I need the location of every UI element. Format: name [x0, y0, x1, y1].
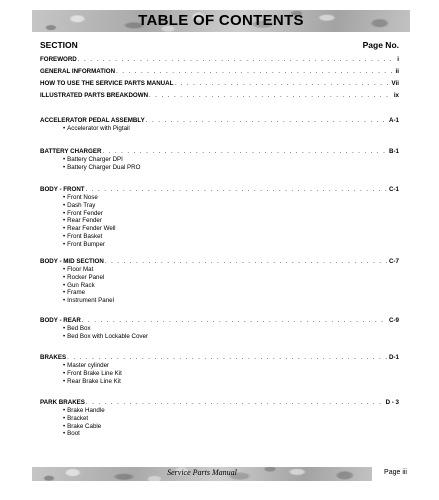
list-item: • Bed Box [63, 325, 148, 333]
toc-entry-illustrated-parts-breakdown[interactable] [40, 91, 399, 100]
list-item: • Dash Tray [63, 202, 116, 210]
entry-title: ILLUSTRATED PARTS BREAKDOWN [40, 92, 149, 99]
toc-entry-foreword[interactable] [40, 55, 399, 64]
toc-entry-accelerator-pedal-assembly[interactable] [40, 116, 399, 125]
entry-title: BODY - FRONT [40, 186, 85, 193]
list-item: • Battery Charger DPI [63, 156, 140, 164]
subitem-list [63, 362, 122, 385]
subitem-list [63, 407, 105, 438]
toc-entry-how-to-use[interactable] [40, 79, 399, 88]
list-item: • Instrument Panel [63, 297, 114, 305]
dot-leader [86, 185, 388, 194]
footer-title: Service Parts Manual [167, 468, 237, 477]
toc-entry-body-rear[interactable] [40, 316, 399, 325]
list-item: • Brake Handle [63, 407, 105, 415]
toc-entry-battery-charger[interactable] [40, 147, 399, 156]
list-item: • Battery Charger Dual PRO [63, 164, 140, 172]
list-item: • Rear Fender Well [63, 225, 116, 233]
dot-leader [149, 91, 393, 100]
list-item: • Front Bumper [63, 241, 116, 249]
toc-entry-park-brakes[interactable] [40, 398, 399, 407]
entry-page: ix [393, 92, 399, 99]
list-item: • Accelerator with Pigtail [63, 125, 130, 133]
list-item: • Frame [63, 289, 114, 297]
footer-banner [32, 467, 372, 481]
entry-title: BODY - MID SECTION [40, 258, 104, 265]
list-item: • Boot [63, 430, 105, 438]
toc-entry-body-mid-section[interactable] [40, 257, 399, 266]
header-banner [32, 10, 410, 32]
subitem-list [63, 156, 140, 172]
list-item: • Front Basket [63, 233, 116, 241]
entry-page: D - 3 [385, 399, 399, 406]
list-item: • Gun Rack [63, 282, 114, 290]
entry-page: B-1 [389, 148, 399, 155]
entry-title: ACCELERATOR PEDAL ASSEMBLY [40, 117, 145, 124]
page-number: Page iii [384, 469, 407, 476]
toc-entry-body-front[interactable] [40, 185, 399, 194]
entry-title: HOW TO USE THE SERVICE PARTS MANUAL [40, 80, 174, 87]
list-item: • Rear Brake Line Kit [63, 378, 122, 386]
list-item: • Bracket [63, 415, 105, 423]
entry-title: BATTERY CHARGER [40, 148, 102, 155]
subitem-list [63, 266, 114, 305]
toc-entry-general-information[interactable] [40, 67, 399, 76]
entry-title: FOREWORD [40, 56, 77, 63]
list-item: • Master cylinder [63, 362, 122, 370]
list-item: • Rear Fender [63, 217, 116, 225]
dot-leader [116, 67, 394, 76]
toc-entry-brakes[interactable] [40, 353, 399, 362]
entry-title: BODY - REAR [40, 317, 81, 324]
dot-leader [102, 147, 388, 156]
entry-page: D-1 [389, 354, 399, 361]
list-item: • Rocker Panel [63, 274, 114, 282]
dot-leader [78, 55, 396, 64]
dot-leader [146, 116, 388, 125]
entry-page: C-1 [389, 186, 399, 193]
entry-page: C-9 [389, 317, 399, 324]
subitem-list [63, 125, 130, 133]
subitem-list [63, 194, 116, 249]
list-item: • Front Nose [63, 194, 116, 202]
list-item: • Floor Mat [63, 266, 114, 274]
entry-page: C-7 [389, 258, 399, 265]
entry-title: PARK BRAKES [40, 399, 85, 406]
entry-page: i [397, 56, 399, 63]
page-column-header: Page No. [362, 40, 399, 50]
list-item: • Brake Cable [63, 423, 105, 431]
list-item: • Bed Box with Lockable Cover [63, 333, 148, 341]
entry-title: GENERAL INFORMATION [40, 68, 116, 75]
dot-leader [174, 79, 390, 88]
list-item: • Front Fender [63, 210, 116, 218]
dot-leader [82, 316, 388, 325]
dot-leader [105, 257, 388, 266]
entry-page: Vii [391, 80, 399, 87]
dot-leader [67, 353, 388, 362]
subitem-list [63, 325, 148, 341]
section-column-header: SECTION [40, 40, 78, 50]
dot-leader [86, 398, 385, 407]
list-item: • Front Brake Line Kit [63, 370, 122, 378]
entry-title: BRAKES [40, 354, 67, 361]
entry-page: A-1 [389, 117, 399, 124]
page-title: TABLE OF CONTENTS [138, 12, 304, 29]
entry-page: ii [395, 68, 399, 75]
